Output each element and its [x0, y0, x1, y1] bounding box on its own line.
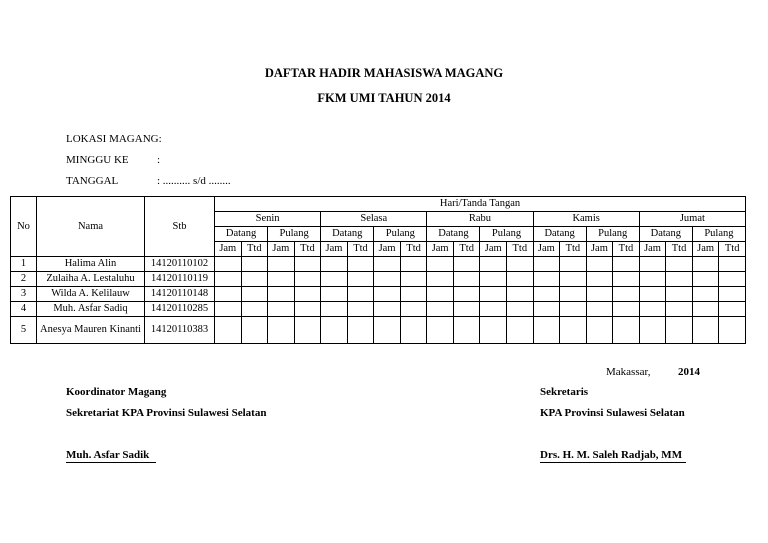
left-signer-role: Koordinator Magang — [66, 386, 167, 398]
row-nama: Anesya Mauren Kinanti — [37, 317, 145, 344]
signature-cell[interactable] — [241, 272, 268, 287]
datang-header: Datang — [639, 227, 692, 242]
signature-cell[interactable] — [453, 272, 480, 287]
signature-cell[interactable] — [560, 257, 587, 272]
signature-cell[interactable] — [241, 302, 268, 317]
signature-cell[interactable] — [639, 317, 666, 344]
datang-header: Datang — [321, 227, 374, 242]
signature-cell[interactable] — [639, 287, 666, 302]
document-subtitle: FKM UMI TAHUN 2014 — [317, 91, 451, 105]
signature-cell[interactable] — [719, 272, 746, 287]
signature-cell[interactable] — [639, 257, 666, 272]
signature-cell[interactable] — [321, 257, 348, 272]
signature-cell[interactable] — [533, 302, 560, 317]
day-header: Kamis — [533, 212, 639, 227]
signature-cell[interactable] — [215, 287, 242, 302]
signature-cell[interactable] — [294, 302, 321, 317]
pulang-header: Pulang — [480, 227, 533, 242]
signature-cell[interactable] — [560, 287, 587, 302]
ttd-header: Ttd — [294, 242, 321, 257]
signature-cell[interactable] — [560, 317, 587, 344]
signature-cell[interactable] — [347, 272, 374, 287]
table-row — [11, 287, 746, 302]
signature-cell[interactable] — [507, 317, 534, 344]
signature-cell[interactable] — [427, 317, 454, 344]
signature-cell[interactable] — [427, 272, 454, 287]
signature-cell[interactable] — [639, 272, 666, 287]
row-stb: 14120110383 — [145, 317, 215, 344]
signature-cell[interactable] — [374, 257, 401, 272]
ttd-header: Ttd — [347, 242, 374, 257]
row-stb: 14120110119 — [145, 272, 215, 287]
tanggal-label: TANGGAL — [66, 175, 119, 187]
col-nama-header: Nama — [37, 197, 145, 257]
signature-cell[interactable] — [719, 257, 746, 272]
ttd-header: Ttd — [453, 242, 480, 257]
signature-cell[interactable] — [613, 272, 640, 287]
jam-header: Jam — [586, 242, 613, 257]
table-row — [11, 257, 746, 272]
signature-cell[interactable] — [453, 257, 480, 272]
signature-cell[interactable] — [294, 317, 321, 344]
signature-cell[interactable] — [613, 302, 640, 317]
attendance-table — [10, 196, 746, 344]
ttd-header: Ttd — [613, 242, 640, 257]
day-header: Selasa — [321, 212, 427, 227]
signature-cell[interactable] — [533, 272, 560, 287]
signature-cell[interactable] — [692, 257, 719, 272]
signature-cell[interactable] — [692, 302, 719, 317]
signature-cell[interactable] — [480, 302, 507, 317]
jam-header: Jam — [692, 242, 719, 257]
signature-cell[interactable] — [427, 302, 454, 317]
signature-cell[interactable] — [533, 287, 560, 302]
signature-cell[interactable] — [347, 317, 374, 344]
signature-cell[interactable] — [347, 287, 374, 302]
tanggal-value: : .......... s/d ........ — [157, 175, 231, 187]
signature-cell[interactable] — [268, 302, 295, 317]
footer-year: 2014 — [678, 366, 700, 378]
jam-header: Jam — [480, 242, 507, 257]
pulang-header: Pulang — [268, 227, 321, 242]
row-stb: 14120110285 — [145, 302, 215, 317]
pulang-header: Pulang — [374, 227, 427, 242]
signature-cell[interactable] — [347, 257, 374, 272]
signature-cell[interactable] — [374, 272, 401, 287]
signature-cell[interactable] — [241, 317, 268, 344]
jam-header: Jam — [215, 242, 242, 257]
signature-cell[interactable] — [719, 302, 746, 317]
day-header: Rabu — [427, 212, 533, 227]
table-row — [11, 302, 746, 317]
row-no: 3 — [11, 287, 37, 302]
signature-cell[interactable] — [268, 272, 295, 287]
row-nama: Muh. Asfar Sadiq — [37, 302, 145, 317]
table-row — [11, 317, 746, 344]
row-no: 5 — [11, 317, 37, 344]
signature-cell[interactable] — [374, 287, 401, 302]
signature-cell[interactable] — [507, 287, 534, 302]
row-no: 1 — [11, 257, 37, 272]
signature-cell[interactable] — [666, 287, 693, 302]
signature-cell[interactable] — [586, 317, 613, 344]
signature-cell[interactable] — [586, 257, 613, 272]
signature-cell[interactable] — [400, 317, 427, 344]
col-no-header: No — [11, 197, 37, 257]
pulang-header: Pulang — [692, 227, 745, 242]
row-stb: 14120110148 — [145, 287, 215, 302]
row-nama: Wilda A. Kelilauw — [37, 287, 145, 302]
jam-header: Jam — [374, 242, 401, 257]
minggu-value: : — [157, 154, 161, 166]
row-nama: Zulaiha A. Lestaluhu — [37, 272, 145, 287]
signature-cell[interactable] — [666, 257, 693, 272]
signature-cell[interactable] — [480, 257, 507, 272]
signature-cell[interactable] — [321, 302, 348, 317]
signature-cell[interactable] — [400, 272, 427, 287]
col-stb-header: Stb — [145, 197, 215, 257]
ttd-header: Ttd — [719, 242, 746, 257]
row-no: 4 — [11, 302, 37, 317]
signature-cell[interactable] — [692, 317, 719, 344]
jam-header: Jam — [533, 242, 560, 257]
signature-cell[interactable] — [427, 287, 454, 302]
signature-cell[interactable] — [480, 272, 507, 287]
left-signer-name: Muh. Asfar Sadik — [66, 449, 156, 463]
signature-cell[interactable] — [268, 287, 295, 302]
left-signer-org: Sekretariat KPA Provinsi Sulawesi Selatan — [66, 407, 267, 419]
signature-cell[interactable] — [560, 272, 587, 287]
signature-cell[interactable] — [400, 257, 427, 272]
signature-cell[interactable] — [560, 302, 587, 317]
signature-cell[interactable] — [586, 272, 613, 287]
signature-cell[interactable] — [666, 272, 693, 287]
hari-tanda-tangan-header: Hari/Tanda Tangan — [215, 197, 746, 212]
signature-cell[interactable] — [586, 302, 613, 317]
jam-header: Jam — [639, 242, 666, 257]
signature-cell[interactable] — [666, 302, 693, 317]
signature-cell[interactable] — [294, 287, 321, 302]
signature-cell[interactable] — [480, 317, 507, 344]
signature-cell[interactable] — [533, 317, 560, 344]
signature-cell[interactable] — [294, 257, 321, 272]
signature-cell[interactable] — [400, 287, 427, 302]
footer-place: Makassar, — [606, 366, 651, 378]
signature-cell[interactable] — [215, 302, 242, 317]
signature-cell[interactable] — [321, 272, 348, 287]
signature-cell[interactable] — [374, 302, 401, 317]
ttd-header: Ttd — [507, 242, 534, 257]
signature-cell[interactable] — [268, 317, 295, 344]
signature-cell[interactable] — [613, 317, 640, 344]
signature-cell[interactable] — [613, 257, 640, 272]
signature-cell[interactable] — [321, 317, 348, 344]
document-title: DAFTAR HADIR MAHASISWA MAGANG — [264, 66, 504, 80]
signature-cell[interactable] — [241, 287, 268, 302]
datang-header: Datang — [533, 227, 586, 242]
signature-cell[interactable] — [639, 302, 666, 317]
minggu-label: MINGGU KE — [66, 154, 129, 166]
table-row — [11, 272, 746, 287]
right-signer-org: KPA Provinsi Sulawesi Selatan — [540, 407, 685, 419]
signature-cell[interactable] — [533, 257, 560, 272]
signature-cell[interactable] — [453, 302, 480, 317]
signature-cell[interactable] — [692, 287, 719, 302]
ttd-header: Ttd — [400, 242, 427, 257]
signature-cell[interactable] — [215, 272, 242, 287]
signature-cell[interactable] — [453, 317, 480, 344]
day-header: Senin — [215, 212, 321, 227]
signature-cell[interactable] — [400, 302, 427, 317]
jam-header: Jam — [427, 242, 454, 257]
jam-header: Jam — [268, 242, 295, 257]
signature-cell[interactable] — [507, 302, 534, 317]
right-signer-role: Sekretaris — [540, 386, 589, 398]
signature-cell[interactable] — [241, 257, 268, 272]
signature-cell[interactable] — [374, 317, 401, 344]
signature-cell[interactable] — [586, 287, 613, 302]
datang-header: Datang — [215, 227, 268, 242]
signature-cell[interactable] — [215, 317, 242, 344]
ttd-header: Ttd — [241, 242, 268, 257]
signature-cell[interactable] — [719, 287, 746, 302]
signature-cell[interactable] — [480, 287, 507, 302]
pulang-header: Pulang — [586, 227, 639, 242]
signature-cell[interactable] — [294, 272, 321, 287]
lokasi-label: LOKASI MAGANG: — [66, 133, 162, 145]
signature-cell[interactable] — [427, 257, 454, 272]
signature-cell[interactable] — [613, 287, 640, 302]
signature-cell[interactable] — [268, 257, 295, 272]
row-stb: 14120110102 — [145, 257, 215, 272]
signature-cell[interactable] — [666, 317, 693, 344]
signature-cell[interactable] — [321, 287, 348, 302]
signature-cell[interactable] — [507, 272, 534, 287]
ttd-header: Ttd — [560, 242, 587, 257]
datang-header: Datang — [427, 227, 480, 242]
signature-cell[interactable] — [692, 272, 719, 287]
signature-cell[interactable] — [719, 317, 746, 344]
signature-cell[interactable] — [215, 257, 242, 272]
signature-cell[interactable] — [347, 302, 374, 317]
day-header: Jumat — [639, 212, 745, 227]
signature-cell[interactable] — [453, 287, 480, 302]
right-signer-name: Drs. H. M. Saleh Radjab, MM — [540, 449, 686, 463]
signature-cell[interactable] — [507, 257, 534, 272]
row-no: 2 — [11, 272, 37, 287]
jam-header: Jam — [321, 242, 348, 257]
ttd-header: Ttd — [666, 242, 693, 257]
row-nama: Halima Alin — [37, 257, 145, 272]
